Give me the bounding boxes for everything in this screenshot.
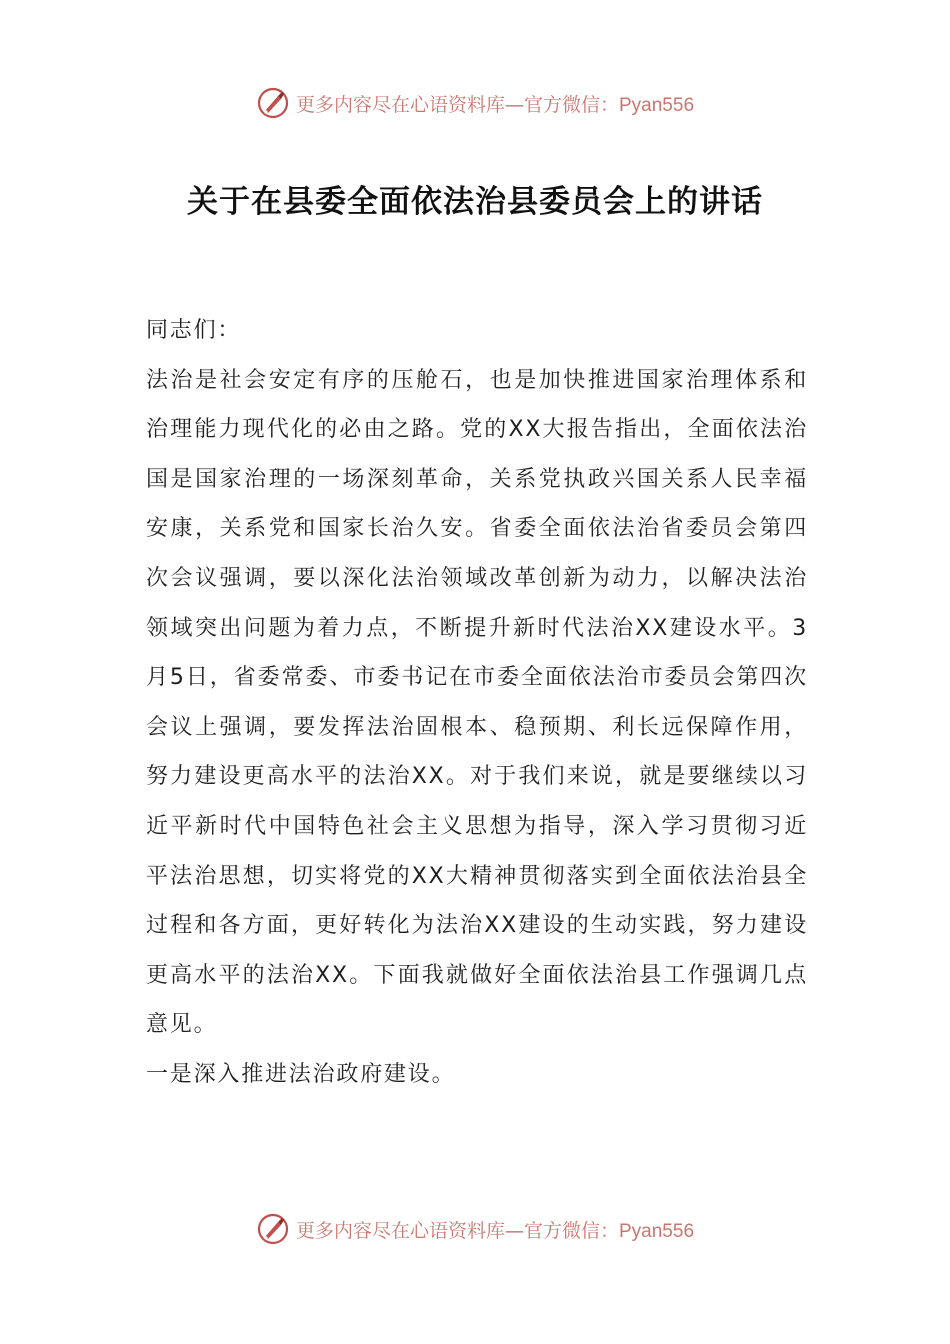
watermark-label: 官方微信： [523, 93, 619, 116]
watermark-wechat-id: Pyan556 [619, 1220, 695, 1242]
watermark-text [296, 90, 694, 117]
salutation: 同志们： [146, 318, 242, 343]
watermark-text [296, 1216, 694, 1243]
body-paragraph: 法治是社会安定有序的压舱石，也是加快推进国家治理体系和治理能力现代化的必由之路。党的XX大报告指出，全面依法治国是国家治理的一场深刻革命，关系党执政兴国关系人民幸福安康，关系党和国家长治久安。省委全面依法治省委员会第四次会议强调，要以深化法治领域改革创新为动力，以解决法治领域突出问题为着力点，不断提升新时代法治XX建设水平。3月5日，省委常委、市委书记在市委全面依法治市委员会第四次会议上强调，要发挥法治固根本、稳预期、利长远保障作用，努力建设更高水平的法治XX。对于我们来说，就是要继续以习近平新时代中国特色社会主义思想为指导，深入学习贯彻习近平法治思想，切实将党的XX大精神贯彻落实到全面依法治县全过程和各方面，更好转化为法治XX建设的生动实践，努力建设更高水平的法治XX。下面我就做好全面依法治县工作强调几点意见。 [146, 367, 808, 1038]
pen-logo-icon [256, 86, 290, 120]
watermark-main: 更多内容尽在心语资料库 [295, 93, 505, 116]
watermark-wechat-id: Pyan556 [619, 94, 695, 116]
point-heading: 一是深入推进法治政府建设。 [146, 1061, 456, 1087]
document-title: 关于在县委全面依法治县委员会上的讲话 [187, 184, 763, 220]
document-body [146, 306, 808, 1100]
watermark-main: 更多内容尽在心语资料库 [295, 1219, 505, 1242]
footer-watermark [0, 1212, 950, 1246]
pen-logo-icon [256, 1212, 290, 1246]
watermark-separator: — [504, 1219, 524, 1242]
watermark-label: 官方微信： [523, 1219, 619, 1242]
header-watermark [0, 86, 950, 120]
watermark-separator: — [504, 93, 524, 116]
